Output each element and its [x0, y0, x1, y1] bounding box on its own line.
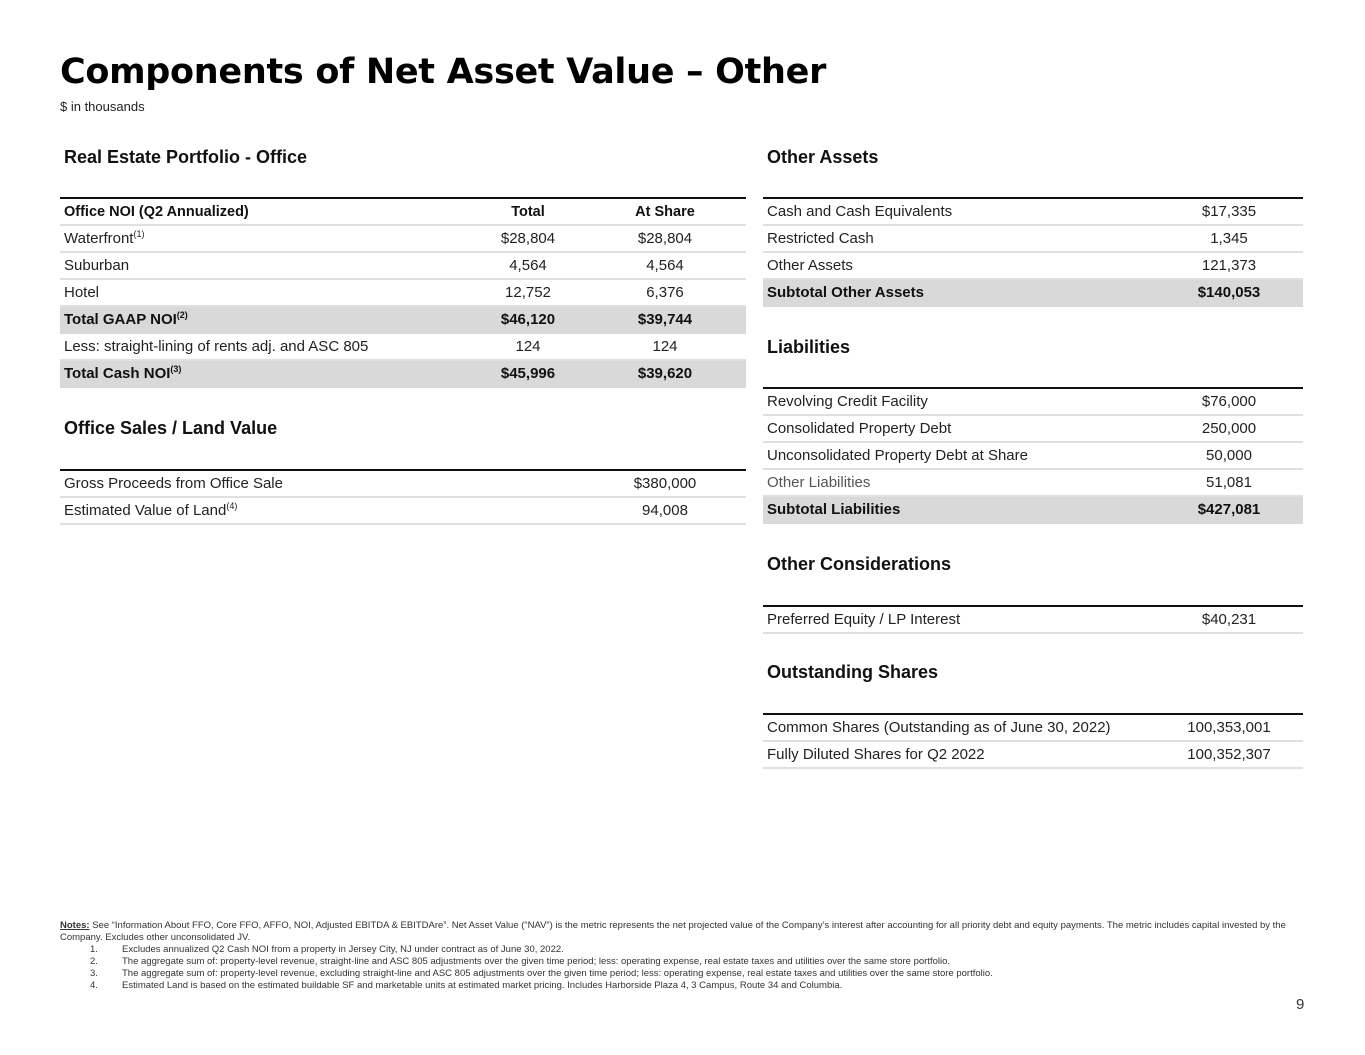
- footnote-text: Estimated Land is based on the estimated buildable SF and marketable units at estimated market pricing. Includes Harborside Plaza 4, 3 Campus, Route 34 and Columbia.: [122, 980, 843, 991]
- footnote-text: Excludes annualized Q2 Cash NOI from a property in Jersey City, NJ under contract as of June 30, 2022.: [122, 944, 564, 955]
- row-value: $76,000: [1155, 388, 1303, 415]
- table-row: [763, 714, 1303, 741]
- row-label: Cash and Cash Equivalents: [763, 198, 1155, 225]
- footnote-number: 4.: [90, 980, 98, 991]
- share-value: 4,564: [584, 252, 746, 279]
- units-subtitle: $ in thousands: [60, 99, 145, 114]
- table-row: [763, 415, 1303, 442]
- footnote-item: [60, 980, 1300, 992]
- share-value: $39,620: [584, 360, 746, 387]
- share-value: 124: [584, 333, 746, 360]
- subtotal-row: [763, 279, 1303, 306]
- footnote-item: [60, 968, 1300, 980]
- column-header: Total: [472, 198, 584, 225]
- row-label: Subtotal Other Assets: [763, 279, 1155, 306]
- row-label: Revolving Credit Facility: [763, 388, 1155, 415]
- row-label: Estimated Value of Land$^{(4)}$: [60, 497, 584, 524]
- footnote-text: The aggregate sum of: property-level revenue, straight-line and ASC 805 adjustments over the given time period; less: operating expense, real estate taxes and utilities over the same store portfolio.: [122, 956, 951, 967]
- row-label: Gross Proceeds from Office Sale: [60, 470, 584, 497]
- row-value: 94,008: [584, 497, 746, 524]
- page-number: 9: [1296, 996, 1305, 1013]
- other-considerations-table: [763, 605, 1303, 634]
- row-label: Common Shares (Outstanding as of June 30, 2022): [763, 714, 1155, 741]
- footnote-ref: (4): [226, 501, 238, 511]
- column-header: Office NOI (Q2 Annualized): [60, 198, 472, 225]
- row-label: Unconsolidated Property Debt at Share: [763, 442, 1155, 469]
- row-label: Restricted Cash: [763, 225, 1155, 252]
- subtotal-row: [763, 496, 1303, 523]
- other-assets-section: [763, 146, 1303, 307]
- row-value: 50,000: [1155, 442, 1303, 469]
- notes-intro-text: See “Information About FFO, Core FFO, AFFO, NOI, Adjusted EBITDA & EBITDAre”. Net Asset Value (“NAV”) is the metric represents the net projected value of the Company’s interest after accounting for all priority debt and equity payments. The metric includes capital invested by the Company. Excludes other unconsolidated JV.: [60, 920, 1286, 943]
- table-row: [763, 225, 1303, 252]
- outstanding-shares-section: [763, 661, 1303, 769]
- footnote-ref: (1): [133, 229, 145, 239]
- row-value: 51,081: [1155, 469, 1303, 496]
- total-value: 4,564: [472, 252, 584, 279]
- office-sales-table: [60, 469, 746, 525]
- footnote-ref: (3): [170, 364, 182, 374]
- row-label: Hotel: [60, 279, 472, 306]
- table-row: [60, 470, 746, 497]
- table-row: [763, 469, 1303, 496]
- row-value: 250,000: [1155, 415, 1303, 442]
- other-assets-table: [763, 197, 1303, 307]
- total-value: $45,996: [472, 360, 584, 387]
- section-heading: Real Estate Portfolio - Office: [64, 147, 308, 167]
- table-row: [763, 606, 1303, 633]
- row-label: Other Liabilities: [763, 469, 1155, 496]
- table-row: [60, 333, 746, 360]
- footnote-number: 3.: [90, 968, 98, 979]
- total-value: 124: [472, 333, 584, 360]
- notes-label: Notes:: [60, 920, 90, 931]
- footnote-number: 1.: [90, 944, 98, 955]
- footnote-text: The aggregate sum of: property-level revenue, excluding straight-line and ASC 805 adjustments over the given time period; less: operating expense, real estate taxes and utilities over the same store portfolio.: [122, 968, 993, 979]
- footnote-item: [60, 944, 1300, 956]
- row-value: $427,081: [1155, 496, 1303, 523]
- footnote-list: [60, 944, 1300, 992]
- table-row: [763, 388, 1303, 415]
- other-considerations-section: [763, 553, 1303, 634]
- outstanding-shares-table: [763, 713, 1303, 769]
- section-heading: Outstanding Shares: [767, 662, 939, 682]
- table-header-row: [60, 198, 746, 225]
- share-value: 6,376: [584, 279, 746, 306]
- row-value: 121,373: [1155, 252, 1303, 279]
- row-value: $40,231: [1155, 606, 1303, 633]
- total-value: $46,120: [472, 306, 584, 333]
- column-header: At Share: [584, 198, 746, 225]
- row-label: Subtotal Liabilities: [763, 496, 1155, 523]
- section-heading: Liabilities: [767, 337, 851, 357]
- share-value: $28,804: [584, 225, 746, 252]
- section-heading: Other Considerations: [767, 554, 952, 574]
- row-value: 100,352,307: [1155, 741, 1303, 768]
- row-label: Less: straight-lining of rents adj. and ASC 805: [60, 333, 472, 360]
- share-value: $39,744: [584, 306, 746, 333]
- office-portfolio-section: [60, 146, 746, 388]
- row-value: $140,053: [1155, 279, 1303, 306]
- row-value: $17,335: [1155, 198, 1303, 225]
- table-row: [763, 741, 1303, 768]
- table-row: [763, 442, 1303, 469]
- notes-intro: [60, 920, 1300, 944]
- total-value: 12,752: [472, 279, 584, 306]
- table-row: [60, 497, 746, 524]
- footnote-ref: (2): [176, 310, 188, 320]
- office-noi-table: [60, 197, 746, 388]
- subtotal-row: [60, 360, 746, 387]
- footnote-item: [60, 956, 1300, 968]
- table-row: [763, 198, 1303, 225]
- row-value: 1,345: [1155, 225, 1303, 252]
- table-row: [60, 252, 746, 279]
- total-value: $28,804: [472, 225, 584, 252]
- row-label: Other Assets: [763, 252, 1155, 279]
- row-label: Consolidated Property Debt: [763, 415, 1155, 442]
- row-value: $380,000: [584, 470, 746, 497]
- footnotes: [60, 920, 1300, 992]
- row-label: Preferred Equity / LP Interest: [763, 606, 1155, 633]
- footnote-number: 2.: [90, 956, 98, 967]
- row-label: Total Cash NOI$^{(3)}$: [60, 360, 472, 387]
- row-label: Fully Diluted Shares for Q2 2022: [763, 741, 1155, 768]
- row-label: Total GAAP NOI$^{(2)}$: [60, 306, 472, 333]
- table-row: [60, 279, 746, 306]
- table-row: [763, 252, 1303, 279]
- page-title: Components of Net Asset Value – Other: [60, 52, 827, 92]
- liabilities-table: [763, 387, 1303, 524]
- table-row: [60, 225, 746, 252]
- row-value: 100,353,001: [1155, 714, 1303, 741]
- liabilities-section: [763, 336, 1303, 524]
- row-label: Waterfront$^{(1)}$: [60, 225, 472, 252]
- section-heading: Office Sales / Land Value: [64, 418, 278, 438]
- subtotal-row: [60, 306, 746, 333]
- office-sales-section: [60, 417, 746, 525]
- row-label: Suburban: [60, 252, 472, 279]
- section-heading: Other Assets: [767, 147, 879, 167]
